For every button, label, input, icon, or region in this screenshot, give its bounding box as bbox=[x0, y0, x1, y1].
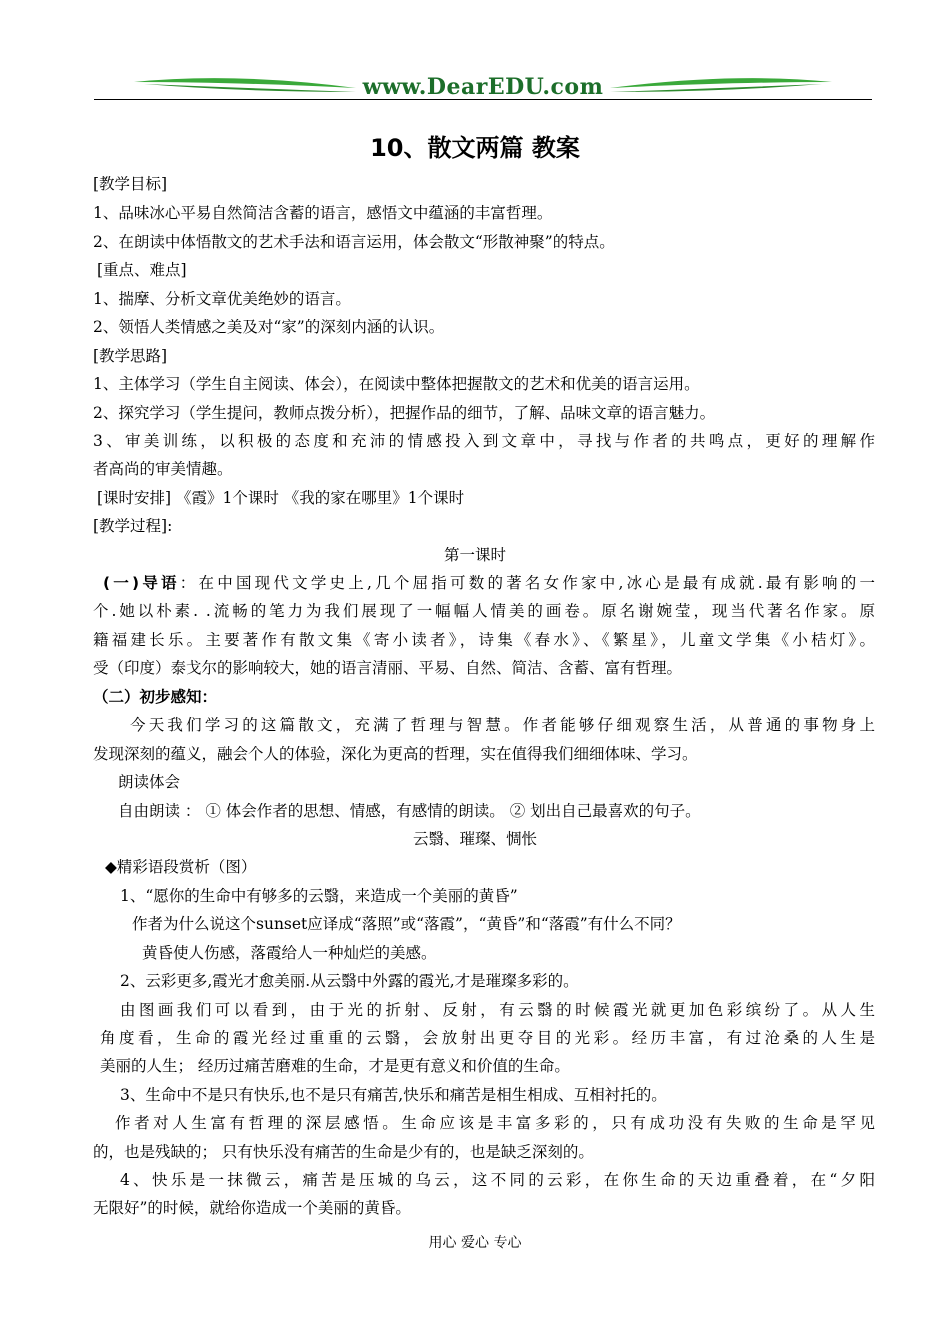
text-line: 2、云彩更多,霞光才愈美丽.从云翳中外露的霞光,才是璀璨多彩的。 bbox=[120, 972, 579, 990]
text-line: 受（印度）泰戈尔的影响较大，她的语言清丽、平易、自然、简洁、含蓄、富有哲理。 bbox=[93, 659, 683, 677]
text-line: 发现深刻的蕴义，融会个人的体验，深化为更高的哲理，实在值得我们细细体味、学习。 bbox=[93, 745, 698, 763]
site-logo-text: www.DearEDU.com bbox=[362, 74, 604, 100]
section-heading-keypoints: [重点、难点] bbox=[97, 261, 187, 279]
text-line: 黄昏使人伤感，落霞给人一种灿烂的美感。 bbox=[142, 944, 437, 962]
section-heading-objectives: [教学目标] bbox=[93, 175, 168, 193]
text-line: 的，也是残缺的； 只有快乐没有痛苦的生命是少有的，也是缺乏深刻的。 bbox=[93, 1143, 594, 1161]
text-line: 3、审美训练，以积极的态度和充沛的情感投入到文章中，寻找与作者的共鸣点，更好的理解作 bbox=[93, 432, 875, 450]
text-line: 今天我们学习的这篇散文，充满了哲理与智慧。作者能够仔细观察生活，从普通的事物身上 bbox=[130, 716, 875, 734]
lesson-heading: 第一课时 bbox=[443, 546, 506, 564]
schedule-line: [课时安排] 《霞》1个课时 《我的家在哪里》1个课时 bbox=[97, 489, 465, 507]
text-line: ◆精彩语段赏析（图） bbox=[105, 858, 257, 876]
text-line: 由图画我们可以看到，由于光的折射、反射，有云翳的时候霞光就更加色彩缤纷了。从人生 bbox=[120, 1001, 875, 1019]
section-heading-perception: （二）初步感知： bbox=[93, 688, 218, 706]
page-title: 10、散文两篇 教案 bbox=[370, 134, 580, 162]
header-rule bbox=[94, 99, 872, 100]
text-line: 作者为什么说这个sunset应译成“落照”或“落霞”，“黄昏”和“落霞”有什么不同？ bbox=[132, 915, 681, 933]
text-line: 角度看，生命的霞光经过重重的云翳，会放射出更夺目的光彩。经历丰富，有过沧桑的人生是 bbox=[100, 1029, 875, 1047]
page-footer: 用心 爱心 专心 bbox=[428, 1235, 522, 1251]
text-line: 3、生命中不是只有快乐,也不是只有痛苦,快乐和痛苦是相生相成、互相衬托的。 bbox=[120, 1086, 667, 1104]
intro-text: ：在中国现代文学史上,几个屈指可数的著名女作家中,冰心是最有成就.最有影响的一 bbox=[179, 574, 875, 592]
text-line: 个.她以朴素. .流畅的笔力为我们展现了一幅幅人情美的画卷。原名谢婉莹，现当代著名作家。原 bbox=[93, 602, 875, 620]
vocab-line: 云翳、璀璨、惆怅 bbox=[412, 830, 537, 848]
text-line: 作者对人生富有哲理的深层感悟。生命应该是丰富多彩的，只有成功没有失败的生命是罕见 bbox=[115, 1114, 875, 1132]
section-heading-process: [教学过程]: bbox=[93, 517, 173, 535]
text-line: 无限好”的时候，就给你造成一个美丽的黄昏。 bbox=[93, 1199, 411, 1217]
text-line: 1、揣摩、分析文章优美绝妙的语言。 bbox=[93, 290, 351, 308]
text-line: 1、主体学习（学生自主阅读、体会），在阅读中整体把握散文的艺术和优美的语言运用。 bbox=[93, 375, 700, 393]
intro-label: (一)导语 bbox=[103, 574, 180, 592]
text-line: 自由朗读 ： ① 体会作者的思想、情感，有感情的朗读。 ② 划出自己最喜欢的句子。 bbox=[118, 802, 701, 820]
text-line: 1、品味冰心平易自然简洁含蓄的语言，感悟文中蕴涵的丰富哲理。 bbox=[93, 204, 553, 222]
section-heading-approach: [教学思路] bbox=[93, 347, 168, 365]
text-line: 1、“愿你的生命中有够多的云翳，来造成一个美丽的黄昏” bbox=[120, 887, 518, 905]
intro-line bbox=[103, 569, 875, 598]
text-line: 2、探究学习（学生提问，教师点拨分析），把握作品的细节，了解、品味文章的语言魅力。 bbox=[93, 404, 716, 422]
text-line: 4、快乐是一抹微云，痛苦是压城的乌云，这不同的云彩，在你生命的天边重叠着，在“夕阳 bbox=[120, 1171, 875, 1189]
text-line: 美丽的人生； 经历过痛苦磨难的生命，才是更有意义和价值的生命。 bbox=[100, 1057, 570, 1075]
text-line: 朗读体会 bbox=[118, 773, 181, 791]
text-line: 籍福建长乐。主要著作有散文集《寄小读者》，诗集《春水》、《繁星》，儿童文学集《小桔灯》。 bbox=[93, 631, 875, 649]
text-line: 者高尚的审美情趣。 bbox=[93, 460, 233, 478]
text-line: 2、在朗读中体悟散文的艺术手法和语言运用，体会散文“形散神聚”的特点。 bbox=[93, 233, 615, 251]
text-line: 2、领悟人类情感之美及对“家”的深刻内涵的认识。 bbox=[93, 318, 445, 336]
